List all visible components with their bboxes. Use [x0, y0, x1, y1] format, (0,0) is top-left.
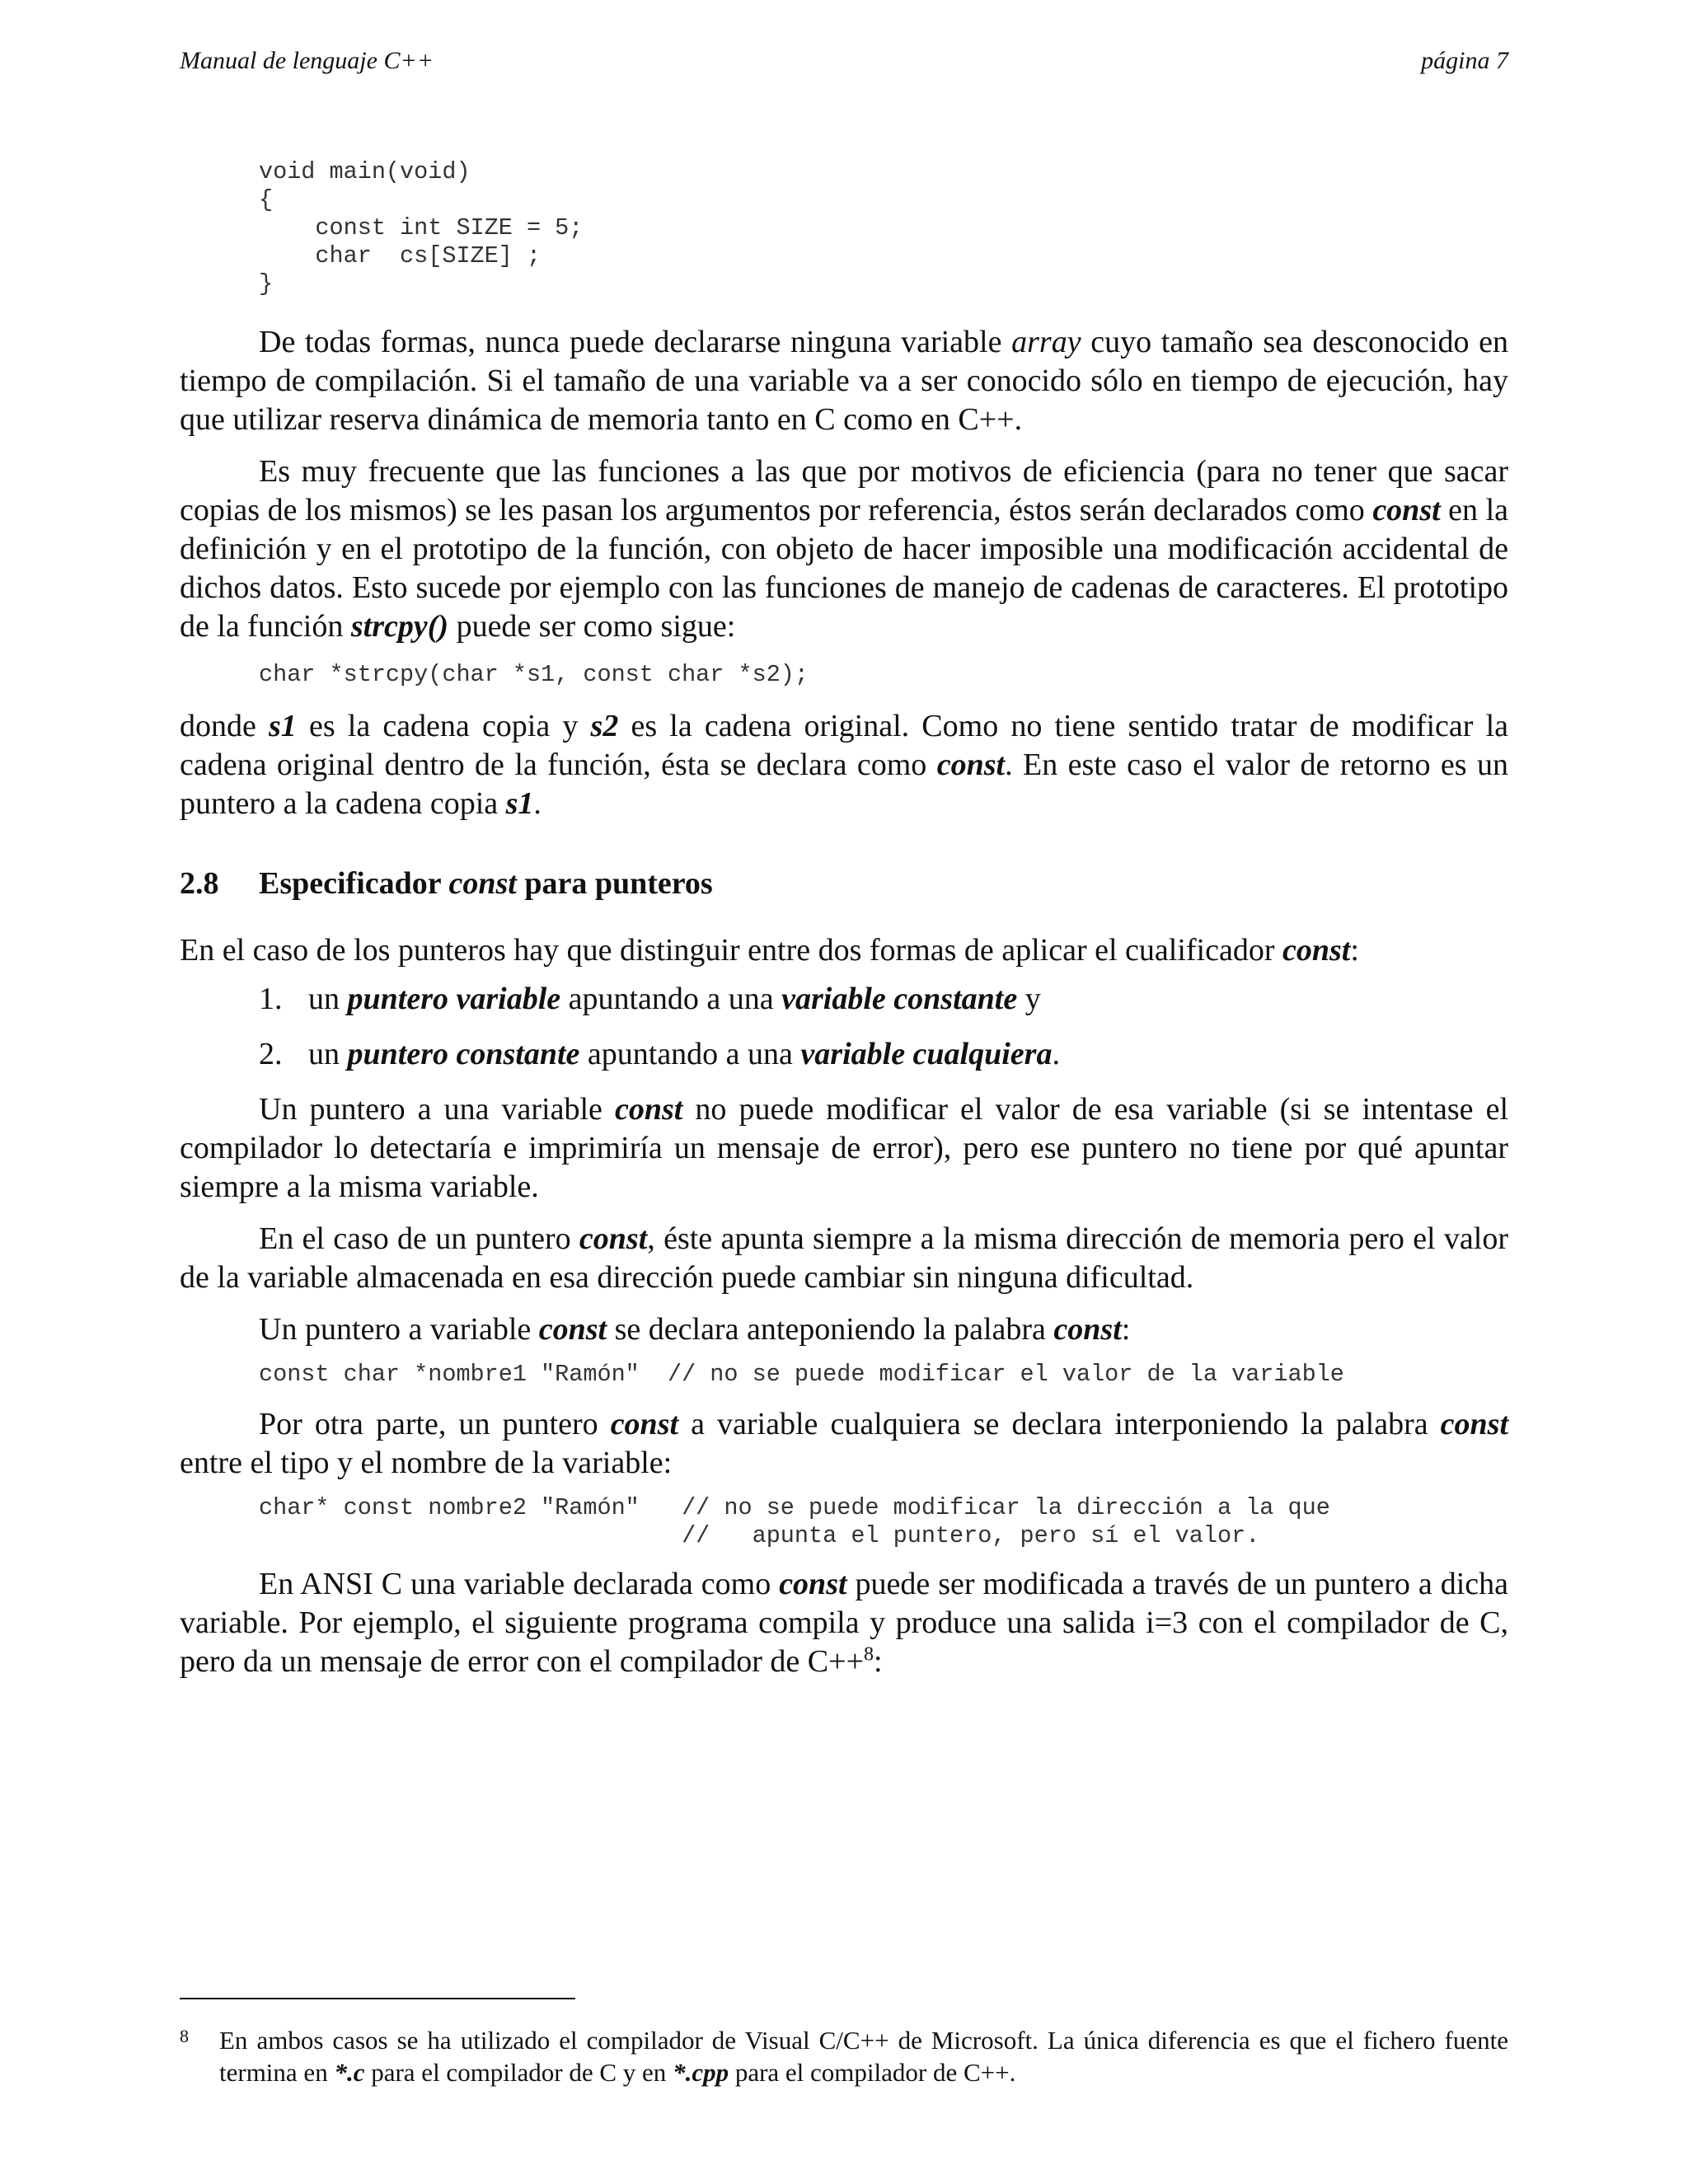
paragraph-declare-const-pointer: Por otra parte, un puntero const a variable cualquiera se declara interponiendo la palabra const entre el tipo y el nombre de la variable:	[180, 1407, 1509, 1480]
page-number: página 7	[1421, 47, 1508, 74]
paragraph-declare-pointer-to-const: Un puntero a variable const se declara anteponiendo la palabra const:	[259, 1312, 1131, 1347]
const-keyword: const	[538, 1312, 607, 1347]
footnote	[180, 2024, 1508, 2088]
const-keyword: const	[1440, 1407, 1509, 1441]
section-heading	[180, 865, 1508, 903]
paragraph-array-size: De todas formas, nunca puede declararse ninguna variable array cuyo tamaño sea desconocido en tiempo de compilación. Si el tamaño de una variable va a ser conocido sólo en tiempo de ejecución, hay que utilizar reserva dinámica de memoria tanto en C como en C++.	[180, 325, 1508, 437]
paragraph-strcpy-explanation: donde s1 es la cadena copia y s2 es la cadena original. Como no tiene sentido tratar de modificar la cadena original dentro de la función, ésta se declara como const. En este caso el valor de retorno es un puntero a la cadena copia s1.	[180, 709, 1508, 821]
const-keyword: const	[1053, 1312, 1122, 1347]
running-header	[180, 46, 1508, 76]
code-block-strcpy: char *strcpy(char *s1, const char *s2);	[259, 661, 809, 688]
s2-term: s2	[590, 709, 619, 743]
code-block-nombre2: char* const nombre2 "Ramón" // no se puede modificar la dirección a la que // apunta el puntero, pero sí el valor.	[259, 1494, 1330, 1549]
s1-term: s1	[505, 786, 534, 821]
section-number: 2.8	[180, 866, 219, 901]
footnote-divider	[180, 1998, 575, 1999]
const-keyword: const	[936, 748, 1006, 782]
paragraph-pointer-to-const: Un puntero a una variable const no puede modificar el valor de esa variable (si se intentase el compilador lo detectaría e imprimiría un mensaje de error), pero ese puntero no tiene por qué apuntar siempre a la misma variable.	[180, 1092, 1508, 1204]
footnote-text: En ambos casos se ha utilizado el compilador de Visual C/C++ de Microsoft. La única diferencia es que el fichero fuente termina en *.c para el compilador de C y en *.cpp para el compilador de C++.	[219, 2026, 1508, 2087]
footnote-mark: 8	[180, 2026, 189, 2046]
document-title: Manual de lenguaje C++	[180, 47, 434, 74]
section-title: Especificador const para punteros	[259, 866, 713, 901]
const-keyword: const	[1372, 493, 1441, 527]
s1-term: s1	[269, 709, 297, 743]
list-item: 2. un puntero constante apuntando a una variable cualquiera.	[259, 1037, 1060, 1071]
numbered-list	[259, 980, 1508, 1074]
list-item: 1. un puntero variable apuntando a una variable constante y	[259, 982, 1041, 1016]
paragraph-const-pointer: En el caso de un puntero const, éste apunta siempre a la misma dirección de memoria pero el valor de la variable almacenada en esa dirección puede cambiar sin ninguna dificultad.	[180, 1221, 1508, 1295]
const-keyword: const	[579, 1221, 648, 1256]
array-term: array	[1011, 325, 1081, 359]
const-keyword: const	[614, 1092, 683, 1127]
paragraph-pointer-forms: En el caso de los punteros hay que distinguir entre dos formas de aplicar el cualificador const:	[180, 933, 1359, 968]
document-page	[180, 0, 1508, 2184]
footnote-reference[interactable]: 8	[864, 1643, 874, 1666]
page-content	[180, 158, 1508, 1681]
code-block-main: void main(void) { const int SIZE = 5; char cs[SIZE] ; }	[259, 158, 584, 298]
const-keyword: const	[610, 1407, 679, 1441]
paragraph-ansi-c: En ANSI C una variable declarada como const puede ser modificada a través de un puntero a dicha variable. Por ejemplo, el siguiente programa compila y produce una salida i=3 con el compilador de C, pero da un mensaje de error con el compilador de C++$^8$:	[180, 1567, 1508, 1679]
paragraph-const-arguments: Es muy frecuente que las funciones a las que por motivos de eficiencia (para no tener que sacar copias de los mismos) se les pasan los argumentos por referencia, éstos serán declarados como const en la definición y en el prototipo de la función, con objeto de hacer imposible una modificación accidental de dichos datos. Esto sucede por ejemplo con las funciones de manejo de cadenas de caracteres. El prototipo de la función strcpy() puede ser como sigue:	[180, 454, 1508, 644]
const-keyword: const	[779, 1567, 847, 1601]
const-keyword: const	[1282, 933, 1351, 968]
strcpy-function: strcpy()	[350, 609, 449, 644]
code-block-nombre1: const char *nombre1 "Ramón" // no se puede modificar el valor de la variable	[259, 1361, 1344, 1388]
